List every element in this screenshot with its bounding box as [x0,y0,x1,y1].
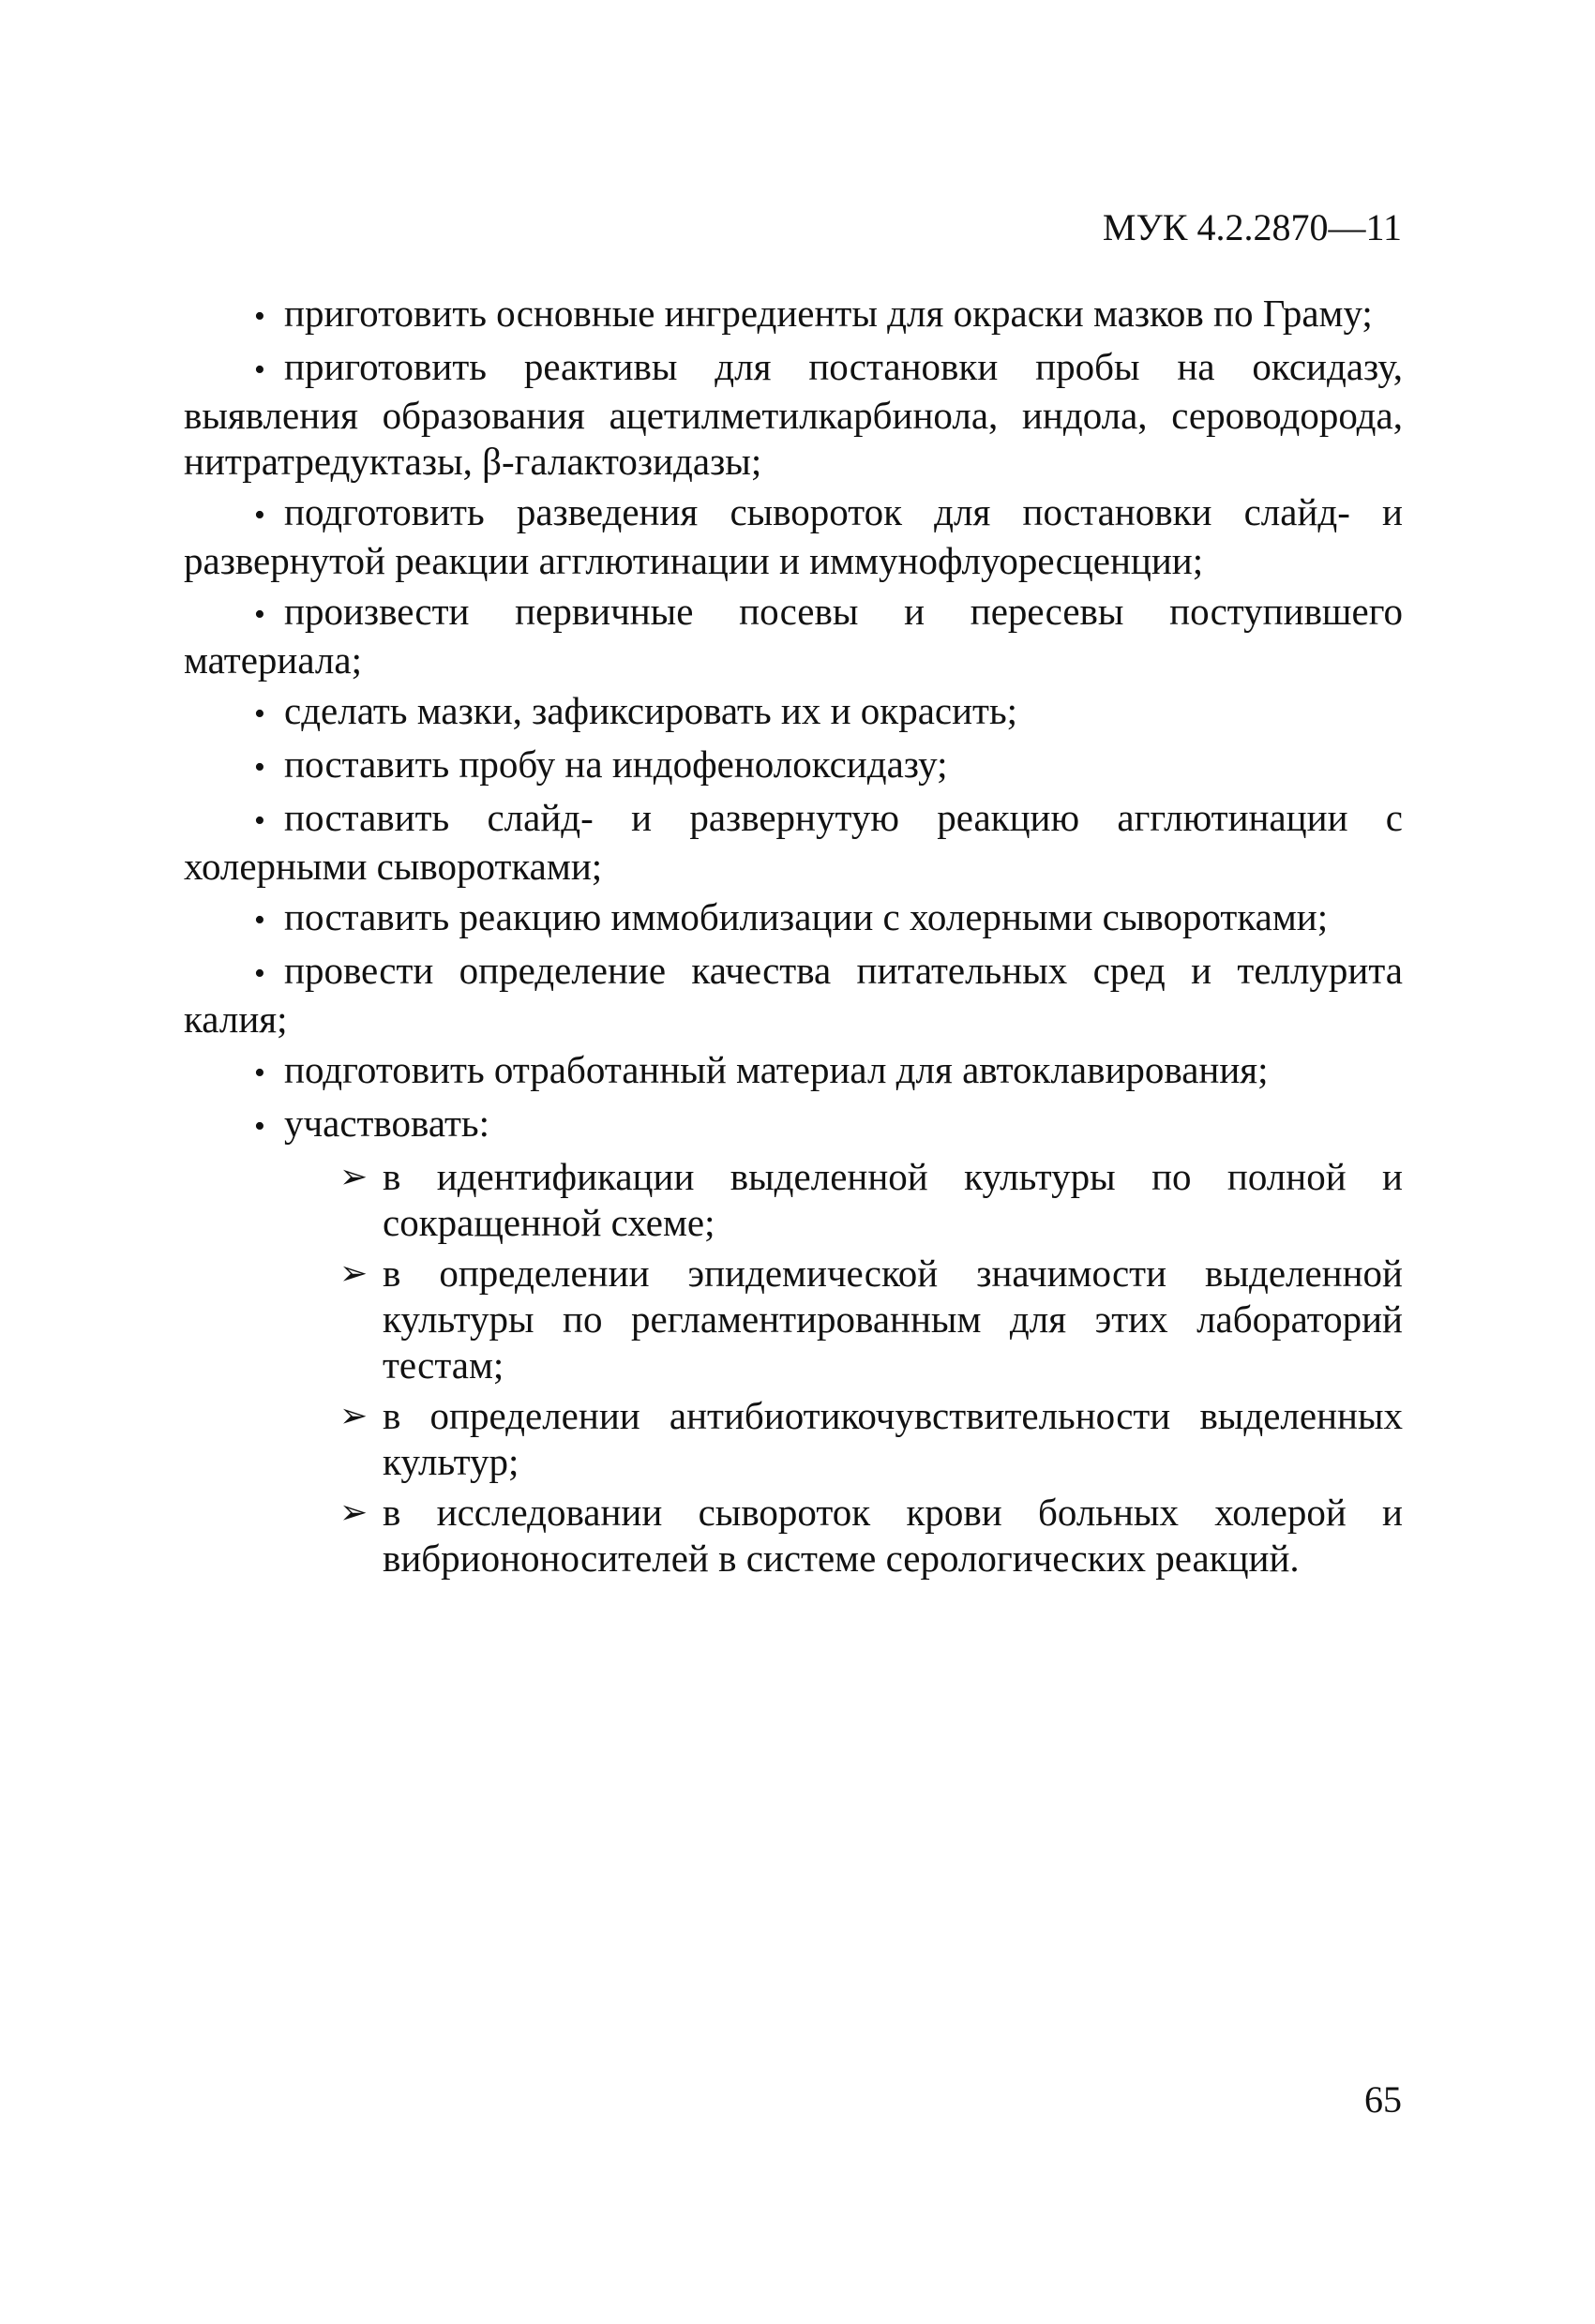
list-item-text: произвести первичные посевы и пересевы поступившего материала; [184,590,1403,682]
sublist-item-0 [184,1154,1403,1246]
sublist-item-text: в идентификации выделенной культуры по полной и сокращенной схеме; [383,1155,1403,1244]
bullet-icon: • [254,903,265,937]
bullet-icon: • [254,597,265,632]
sublist-item-text: в определении антибиотикочувствительности выделенных культур; [383,1394,1403,1483]
arrow-bullet-icon: ➢ [339,1158,369,1195]
list-item-text: приготовить реактивы для постановки пробы на оксидазу, выявления образования ацетилметилкарбинола, индола, сероводорода, нитратредуктазы, β-галактозидазы; [184,345,1403,483]
list-item-5 [184,742,1403,790]
bullet-icon: • [254,299,265,334]
bullet-icon: • [254,750,265,785]
arrow-bullet-icon: ➢ [339,1254,369,1292]
bullet-icon: • [254,803,265,838]
sublist-item-text: в исследовании сывороток крови больных холерой и вибриононосителей в системе серологических реакций. [383,1491,1403,1580]
sublist-item-3 [184,1490,1403,1582]
list-item-8 [184,948,1403,1042]
bullet-icon: • [254,1056,265,1090]
bullet-icon: • [254,352,265,387]
list-item-text: поставить реакцию иммобилизации с холерными сыворотками; [284,895,1329,938]
list-item-0 [184,291,1403,339]
list-item-10 [184,1101,1403,1149]
list-item-6 [184,795,1403,890]
list-item-text: участвовать: [284,1102,489,1145]
participation-sublist [184,1154,1403,1582]
list-item-text: поставить слайд- и развернутую реакцию агглютинации с холерными сыворотками; [184,796,1403,888]
main-content [184,291,1403,1586]
sublist-item-1 [184,1251,1403,1388]
list-item-text: подготовить отработанный материал для автоклавирования; [284,1048,1269,1091]
bullet-icon: • [254,1109,265,1144]
list-item-text: поставить пробу на индофенолоксидазу; [284,742,948,786]
arrow-bullet-icon: ➢ [339,1493,369,1531]
bullet-icon: • [254,697,265,731]
list-item-1 [184,344,1403,485]
list-item-text: приготовить основные ингредиенты для окраски мазков по Граму; [284,292,1373,335]
list-item-4 [184,688,1403,737]
page-number: 65 [1364,2078,1402,2121]
list-item-3 [184,589,1403,683]
arrow-bullet-icon: ➢ [339,1397,369,1434]
list-item-text: провести определение качества питательных сред и теллурита калия; [184,949,1403,1041]
sublist-item-2 [184,1393,1403,1485]
sublist-item-text: в определении эпидемической значимости выделенной культуры по регламентированным для этих лабораторий тестам; [383,1252,1403,1387]
list-item-7 [184,894,1403,943]
list-item-text: сделать мазки, зафиксировать их и окрасить; [284,689,1018,732]
list-item-9 [184,1047,1403,1096]
list-item-text: подготовить разведения сывороток для постановки слайд- и развернутой реакции агглютинации и иммунофлуоресценции; [184,490,1403,582]
document-code: МУК 4.2.2870—11 [1102,206,1402,248]
bullet-icon: • [254,956,265,991]
list-item-2 [184,489,1403,584]
bullet-icon: • [254,498,265,532]
